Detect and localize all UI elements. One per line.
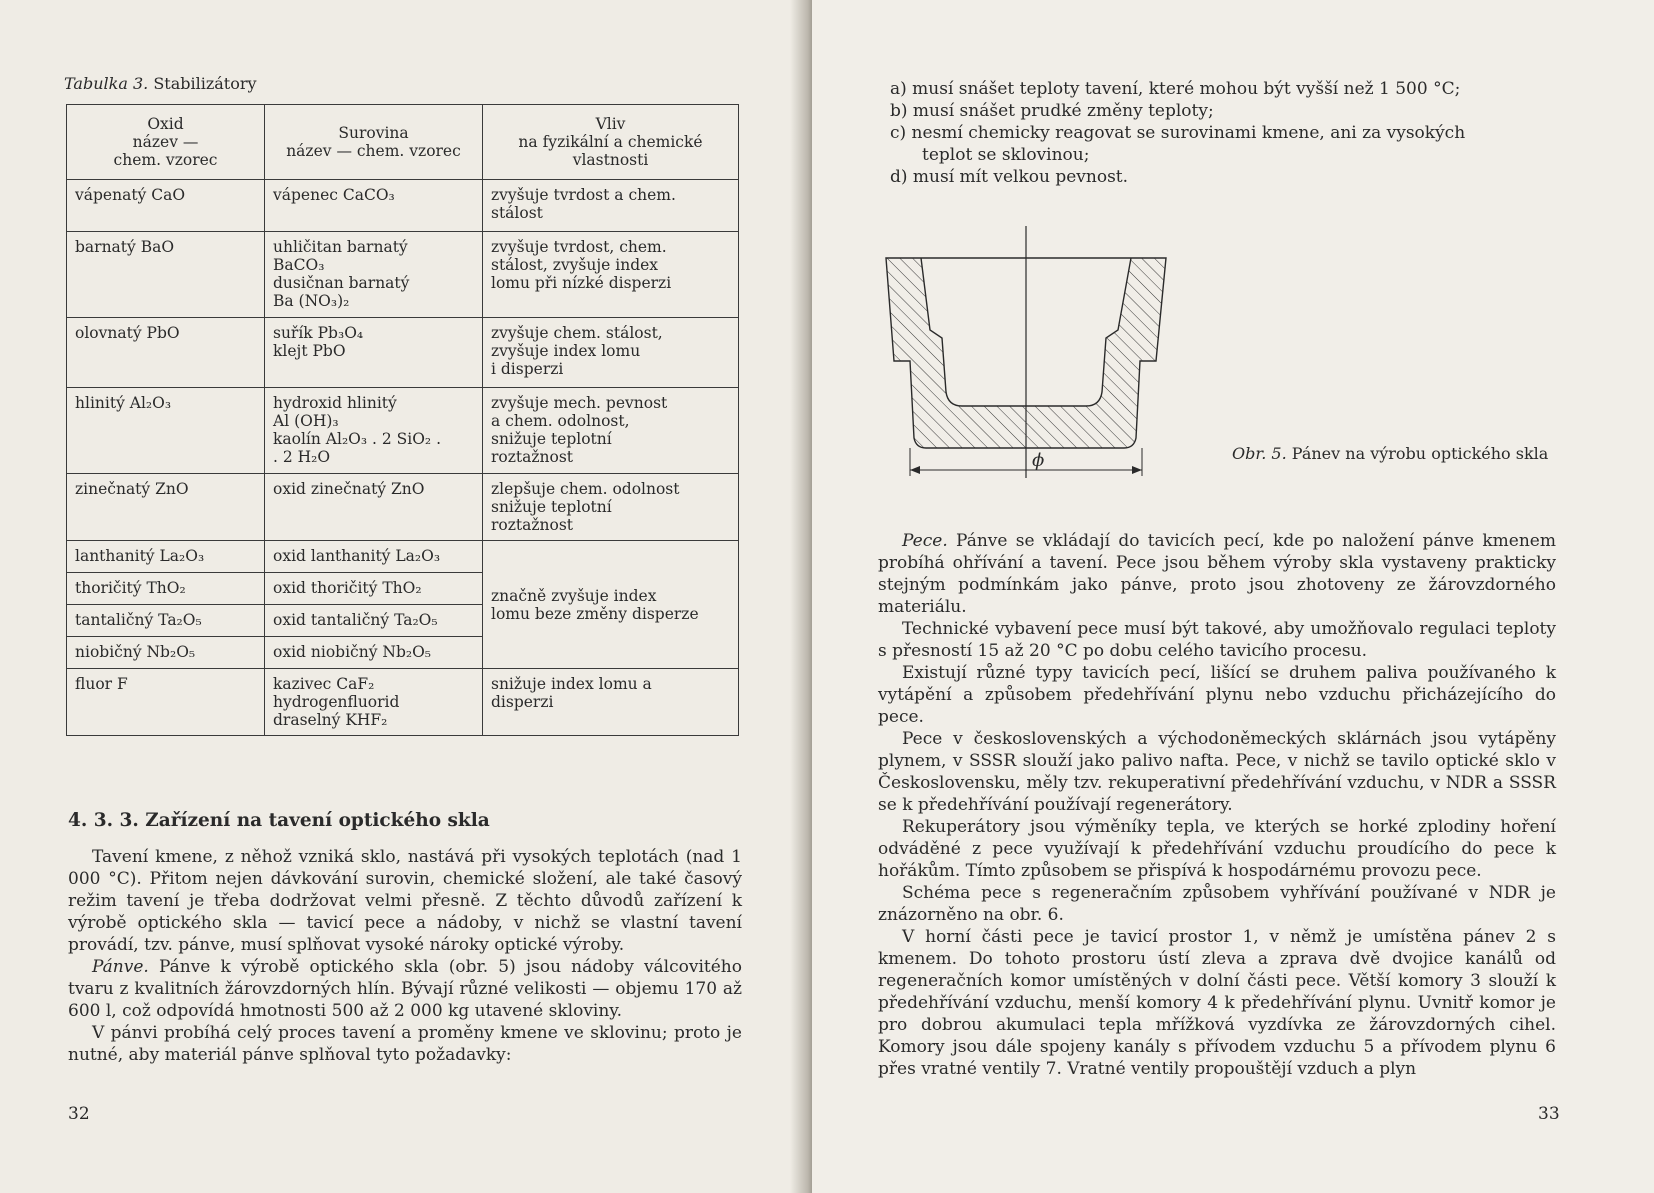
header-vliv: Vliv na fyzikální a chemické vlastnosti [483,105,739,180]
cell-surovina: oxid lanthanitý La₂O₃ [265,541,483,573]
cell-oxid: zinečnatý ZnO [67,474,265,541]
paragraph: Tavení kmene, z něhož vzniká sklo, nastává při vysokých teplotách (nad 1 000 °C). Přitom nejen dávkování surovin, chemické složení, ale také časový režim tavení je třeba dodržovat velmi přesně. Z těchto důvodů zařízení k výrobě optického skla — tavicí pece a nádoby, v nichž se vlastní tavení provádí, tzv. pánve, musí splňovat vysoké nároky optické výroby. [68,847,742,955]
cell-surovina: oxid niobičný Nb₂O₅ [265,637,483,669]
paragraph: V pánvi probíhá celý proces tavení a proměny kmene ve sklovinu; proto je nutné, aby materiál pánve splňoval tyto požadavky: [68,1023,742,1065]
cell-vliv: zvyšuje tvrdost, chem. stálost, zvyšuje index lomu při nízké disperzi [483,232,739,318]
table-row [67,388,739,474]
paragraph: V horní části pece je tavicí prostor 1, v němž je umístěna pánev 2 s kmenem. Do tohoto prostoru ústí zleva a zprava dvě dvojice kanálů od regeneračních komor umístěných v dolní části pece. Větší komory 3 slouží k předehřívání vzduchu, menší komory 4 k předehřívání plynu. Uvnitř komor je pro dobrou akumulaci tepla mřížková vyzdívka ze žárovzdorných cihel. Komory jsou dále spojeny kanály s přívodem vzduchu 5 a přívodem plynu 6 přes vratné ventily 7. Vratné ventily propouštějí vzduch a plyn [878,927,1556,1079]
list-item: teplot se sklovinou; [922,145,1090,165]
cell-surovina: kazivec CaF₂ hydrogenfluorid draselný KHF₂ [265,669,483,736]
figure-caption [1232,444,1562,464]
cell-vliv: zvyšuje mech. pevnost a chem. odolnost, snižuje teplotní roztažnost [483,388,739,474]
fig-caption-prefix: Obr. 5. [1232,444,1287,463]
cell-oxid: vápenatý CaO [67,180,265,232]
cell-oxid: barnatý BaO [67,232,265,318]
paragraph: Existují různé typy tavicích pecí, lišící se druhem paliva používaného k vytápění a způsobem předehřívání plynu nebo vzduchu přicházejícího do pece. [878,663,1556,727]
table-row [67,541,739,573]
cell-vliv: zvyšuje chem. stálost, zvyšuje index lomu i disperzi [483,318,739,388]
paragraph: Rekuperátory jsou výměníky tepla, ve kterých se horké zplodiny hoření odváděné z pece využívají k předehřívání vzduchu proudícího do pece k hořákům. Tímto způsobem se přispívá k hospodárnému provozu pece. [878,817,1556,881]
cell-vliv: zvyšuje tvrdost a chem. stálost [483,180,739,232]
header-oxid: Oxid název — chem. vzorec [67,105,265,180]
left-page [0,0,812,1193]
fig-caption-text: Pánev na výrobu optického skla [1291,444,1549,463]
cell-surovina: suřík Pb₃O₄ klejt PbO [265,318,483,388]
header-surovina: Surovina název — chem. vzorec [265,105,483,180]
diameter-symbol: ϕ [1032,450,1045,471]
requirements-list [890,78,1555,188]
cell-oxid: lanthanitý La₂O₃ [67,541,265,573]
cell-oxid: fluor F [67,669,265,736]
stabilizers-table [66,104,739,736]
list-item: c) nesmí chemicky reagovat se surovinami kmene, ani za vysokých [890,123,1466,143]
caption-prefix: Tabulka 3. [64,74,149,93]
section-heading: 4. 3. 3. Zařízení na tavení optického skla [68,810,490,831]
crucible-drawing [880,226,1180,486]
cell-surovina: uhličitan barnatý BaCO₃ dusičnan barnatý Ba (NO₃)₂ [265,232,483,318]
table-row [67,669,739,736]
cell-vliv: snižuje index lomu a disperzi [483,669,739,736]
cell-vliv: zlepšuje chem. odolnost snižuje teplotní roztažnost [483,474,739,541]
page-number-left: 32 [68,1104,90,1124]
caption-text: Stabilizátory [153,74,257,93]
table-row [67,232,739,318]
cell-oxid: thoričitý ThO₂ [67,573,265,605]
paragraph: Technické vybavení pece musí být takové, aby umožňovalo regulaci teploty s přesností 15 až 20 °C po dobu celého tavicího procesu. [878,619,1556,661]
list-item: a) musí snášet teploty tavení, které mohou být vyšší než 1 500 °C; [890,79,1461,99]
table-row [67,474,739,541]
table-row [67,318,739,388]
left-body-text [68,846,742,1066]
list-item: d) musí mít velkou pevnost. [890,167,1129,187]
cell-surovina: oxid zinečnatý ZnO [265,474,483,541]
cell-surovina: hydroxid hlinitý Al (OH)₃ kaolín Al₂O₃ . 2 SiO₂ . . 2 H₂O [265,388,483,474]
paragraph: Pece. Pánve se vkládají do tavicích pecí, kde po naložení pánve kmenem probíhá ohřívání a tavení. Pece jsou během výroby skla vystaveny prakticky stejným podmínkám jako pánve, proto jsou zhotoveny ze žárovzdorného materiálu. [878,531,1556,617]
table-caption [64,74,257,93]
cell-oxid: tantaličný Ta₂O₅ [67,605,265,637]
paragraph: Pánve. Pánve k výrobě optického skla (obr. 5) jsou nádoby válcovitého tvaru z kvalitních žárovzdorných hlín. Bývají různé velikosti — objemu 170 až 600 l, což odpovídá hmotnosti 500 až 2 000 kg utavené skloviny. [68,957,742,1021]
right-body-text [878,530,1556,1080]
page-number-right: 33 [1538,1104,1560,1124]
crucible-figure [880,226,1180,486]
cell-vliv-merged: značně zvyšuje index lomu beze změny disperze [483,541,739,669]
cell-oxid: niobičný Nb₂O₅ [67,637,265,669]
cell-surovina: oxid tantaličný Ta₂O₅ [265,605,483,637]
cell-oxid: hlinitý Al₂O₃ [67,388,265,474]
table-row [67,180,739,232]
paragraph: Pece v československých a východoněmeckých sklárnách jsou vytápěny plynem, v SSSR slouží jako palivo nafta. Pece, v nichž se tavilo optické sklo v Československu, měly tzv. rekuperativní předehřívání vzduchu, v NDR a SSSR se k předehřívání používají regenerátory. [878,729,1556,815]
cell-surovina: oxid thoričitý ThO₂ [265,573,483,605]
table-header-row [67,105,739,180]
cell-surovina: vápenec CaCO₃ [265,180,483,232]
list-item: b) musí snášet prudké změny teploty; [890,101,1214,121]
cell-oxid: olovnatý PbO [67,318,265,388]
paragraph: Schéma pece s regeneračním způsobem vyhřívání používané v NDR je znázorněno na obr. 6. [878,883,1556,925]
